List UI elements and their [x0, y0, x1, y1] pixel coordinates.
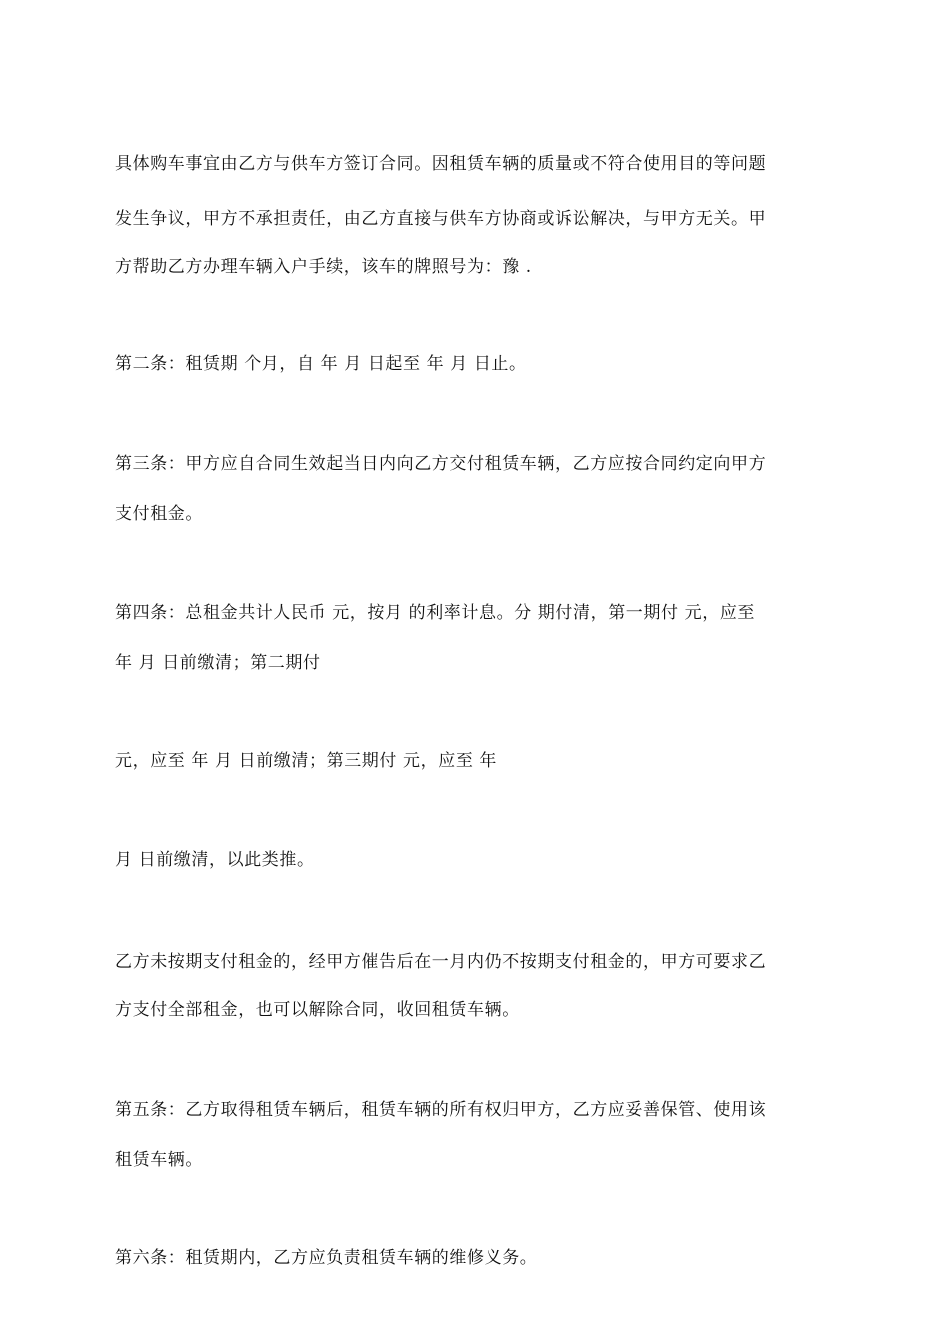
text-line: 发生争议，甲方不承担责任，由乙方直接与供车方协商或诉讼解决，与甲方无关。甲: [115, 209, 767, 229]
text-line: 第二条：租赁期 个月，自 年 月 日起至 年 月 日止。: [115, 354, 527, 374]
text-line: 方帮助乙方办理车辆入户手续，该车的牌照号为：豫 .: [115, 257, 532, 277]
text-line: 方支付全部租金，也可以解除合同，收回租赁车辆。: [115, 1000, 520, 1020]
text-line: 租赁车辆。: [115, 1150, 203, 1170]
text-line: 月 日前缴清，以此类推。: [115, 850, 315, 870]
text-line: 支付租金。: [115, 504, 203, 524]
text-line: 具体购车事宜由乙方与供车方签订合同。因租赁车辆的质量或不符合使用目的等问题: [115, 154, 767, 174]
text-line: 第四条：总租金共计人民币 元，按月 的利率计息。分 期付清，第一期付 元，应至: [115, 603, 756, 623]
text-line: 第五条：乙方取得租赁车辆后，租赁车辆的所有权归甲方，乙方应妥善保管、使用该: [115, 1100, 767, 1120]
text-line: 年 月 日前缴清；第二期付: [115, 653, 321, 673]
text-line: 第三条：甲方应自合同生效起当日内向乙方交付租赁车辆，乙方应按合同约定向甲方: [115, 454, 767, 474]
text-line: 乙方未按期支付租金的，经甲方催告后在一月内仍不按期支付租金的，甲方可要求乙: [115, 952, 767, 972]
text-line: 元，应至 年 月 日前缴清；第三期付 元，应至 年: [115, 751, 498, 771]
text-line: 第六条：租赁期内，乙方应负责租赁车辆的维修义务。: [115, 1248, 538, 1268]
